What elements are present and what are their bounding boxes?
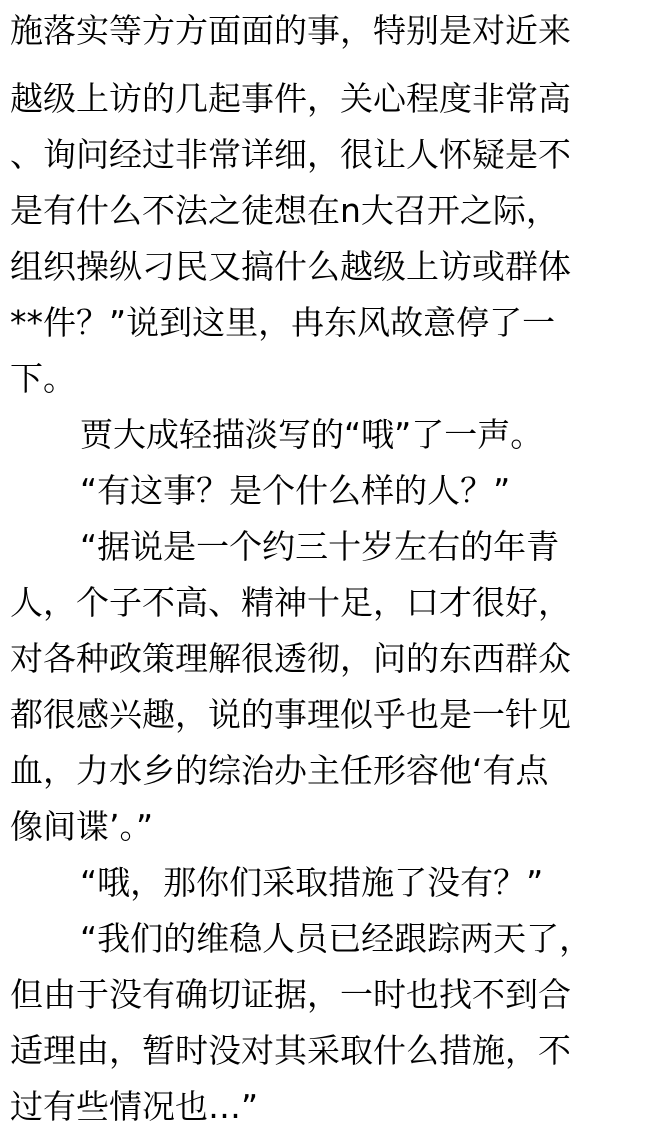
text-line-14: 血，力水乡的综治办主任形容他‘有点 bbox=[10, 751, 549, 790]
text-line-6: **件？”说到这里，冉东风故意停了一 bbox=[10, 303, 556, 342]
text-line-17: “我们的维稳人员已经跟踪两天了， bbox=[80, 919, 593, 958]
text-line-8: 贾大成轻描淡写的“哦”了一声。 bbox=[80, 415, 544, 454]
text-line-11: 人，个子不高、精神十足，口才很好， bbox=[10, 583, 571, 622]
text-line-3: 、询问经过非常详细，很让人怀疑是不 bbox=[10, 135, 571, 174]
text-line-4: 是有什么不法之徒想在n大召开之际， bbox=[10, 191, 559, 230]
text-line-12: 对各种政策理解很透彻，问的东西群众 bbox=[10, 639, 571, 678]
text-line-10: “据说是一个约三十岁左右的年青 bbox=[80, 527, 560, 566]
text-line-1: 施落实等方方面面的事，特别是对近来 bbox=[10, 11, 571, 50]
text-line-7: 下。 bbox=[10, 359, 76, 398]
text-line-20: 过有些情况也…” bbox=[10, 1087, 259, 1126]
text-line-16: “哦，那你们采取措施了没有？” bbox=[80, 863, 544, 902]
text-line-13: 都很感兴趣，说的事理似乎也是一针见 bbox=[10, 695, 571, 734]
text-line-19: 适理由，暂时没对其采取什么措施，不 bbox=[10, 1031, 571, 1070]
text-line-5: 组织操纵刁民又搞什么越级上访或群体 bbox=[10, 247, 571, 286]
text-line-15: 像间谍’。” bbox=[10, 807, 154, 846]
text-line-2: 越级上访的几起事件，关心程度非常高 bbox=[10, 79, 571, 118]
text-line-18: 但由于没有确切证据，一时也找不到合 bbox=[10, 975, 571, 1014]
text-line-9: “有这事？是个什么样的人？” bbox=[80, 471, 511, 510]
